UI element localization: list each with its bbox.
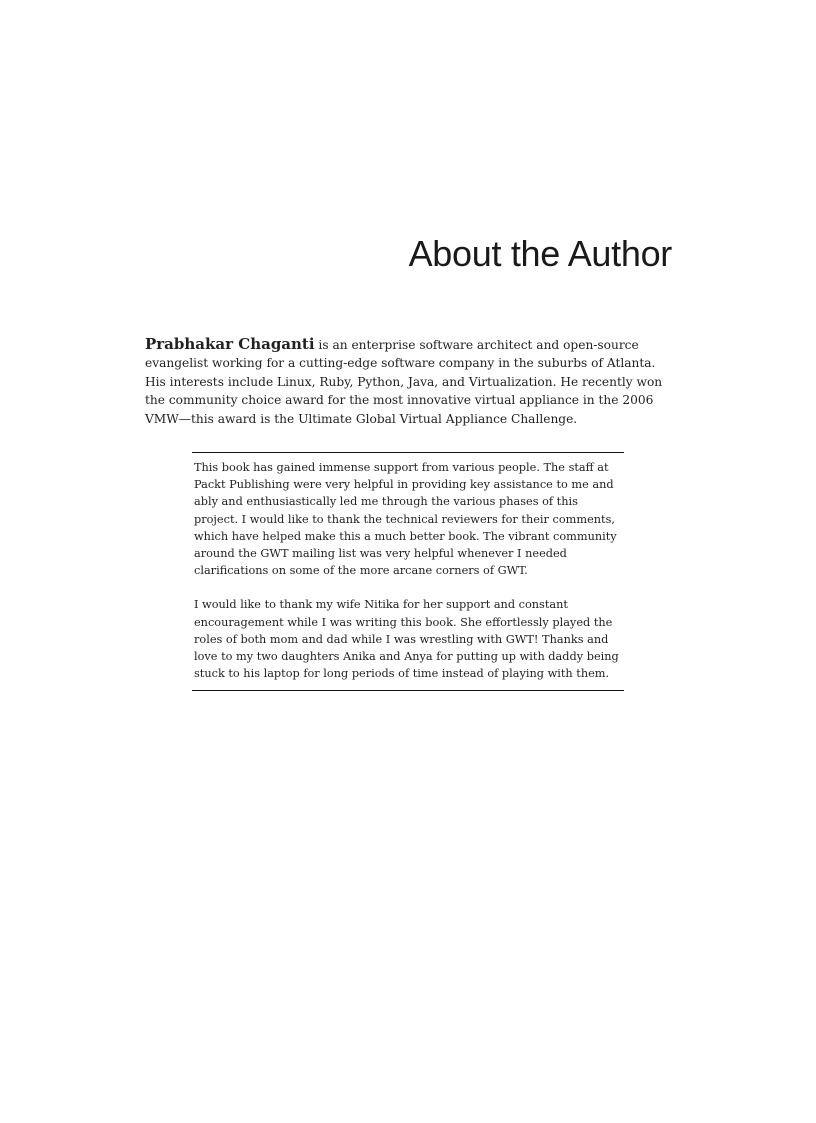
author-bio — [145, 335, 673, 428]
acknowledgements-paragraph-1: This book has gained immense support from various people. The staff at Packt Publishing were very helpful in providing key assistance to me and ably and enthusiastically led me through the various phases of this project. I would like to thank the technical reviewers for their comments, which have helped make this a much better book. The vibrant community around the GWT mailing list was very helpful whenever I needed clarifications on some of the more arcane corners of GWT. — [194, 461, 617, 578]
acknowledgements-box — [192, 452, 624, 691]
acknowledgements-paragraph-2: I would like to thank my wife Nitika for her support and constant encouragement while I was writing this book. She effortlessly played the roles of both mom and dad while I was wrestling with GWT! Thanks and love to my two daughters Anika and Anya for putting up with daddy being stuck to his laptop for long periods of time instead of playing with them. — [194, 598, 619, 681]
author-bio-text: is an enterprise software architect and open-source evangelist working for a cutting-edge software company in the suburbs of Atlanta. His interests include Linux, Ruby, Python, Java, and Virtualization. He recently won the community choice award for the most innovative virtual appliance in the 2006 VMW—this award is the Ultimate Global Virtual Appliance Challenge. — [145, 338, 663, 426]
author-name: Prabhakar Chaganti — [145, 335, 315, 353]
page-title: About the Author — [408, 233, 672, 274]
